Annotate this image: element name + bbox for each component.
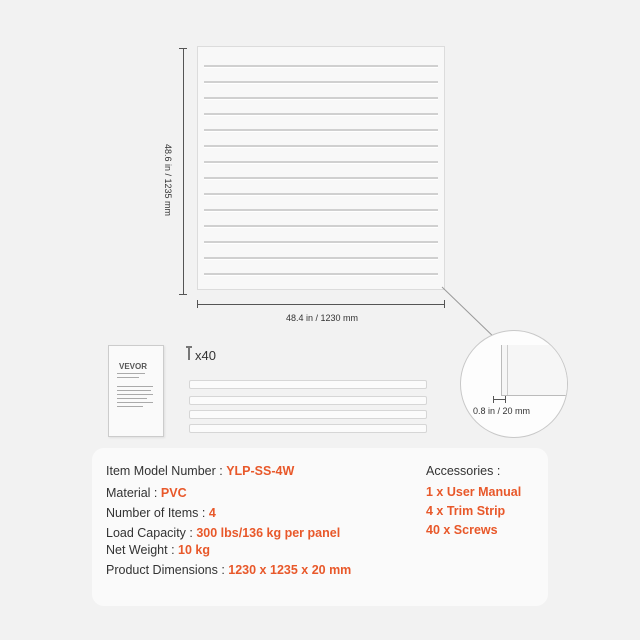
dimension-tick [179, 294, 187, 295]
panel-slot [204, 225, 438, 228]
spec-row-model: Item Model Number : YLP-SS-4W [106, 464, 295, 478]
spec-row-product-dimensions: Product Dimensions : 1230 x 1235 x 20 mm [106, 563, 352, 577]
user-manual-image [108, 345, 164, 437]
panel-edge-detail [501, 345, 568, 396]
slatwall-panel-image [197, 46, 445, 290]
width-dimension-label: 48.4 in / 1230 mm [286, 313, 359, 323]
height-dimension-line [183, 48, 184, 294]
panel-slot [204, 145, 438, 148]
manual-brand-logo: VEVOR [119, 362, 148, 371]
panel-slot [204, 209, 438, 212]
panel-slot [204, 193, 438, 196]
screw-head [186, 346, 192, 348]
panel-slot [204, 113, 438, 116]
spec-row-material: Material : PVC [106, 486, 187, 500]
trim-strip [189, 396, 427, 405]
panel-slot [204, 129, 438, 132]
accessory-item-manual: 1 x User Manual [426, 485, 522, 499]
panel-slot [204, 257, 438, 260]
depth-dimension-label: 0.8 in / 20 mm [473, 406, 531, 416]
spec-row-load-capacity: Load Capacity : 300 lbs/136 kg per panel [106, 526, 341, 540]
panel-slot [204, 65, 438, 68]
dimension-tick [179, 48, 187, 49]
panel-slot [204, 81, 438, 84]
thickness-detail-circle [460, 330, 568, 438]
accessories-title: Accessories : [426, 464, 501, 478]
trim-strip [189, 424, 427, 433]
panel-slot [204, 177, 438, 180]
height-dimension-label: 48.6 in / 1235 mm [163, 143, 174, 217]
spec-row-net-weight: Net Weight : 10 kg [106, 543, 210, 557]
specifications-card [92, 448, 548, 606]
screw-icon [188, 346, 190, 360]
accessory-item-trim-strip: 4 x Trim Strip [426, 504, 506, 518]
panel-slot [204, 273, 438, 276]
screw-count: x40 [195, 348, 216, 363]
panel-slot [204, 97, 438, 100]
spec-row-number-of-items: Number of Items : 4 [106, 506, 216, 520]
trim-strip [189, 380, 427, 389]
panel-slot [204, 241, 438, 244]
width-dimension-line [197, 304, 445, 305]
depth-dimension-line [493, 399, 505, 400]
trim-strip [189, 410, 427, 419]
panel-slot [204, 161, 438, 164]
accessory-item-screws: 40 x Screws [426, 523, 498, 537]
dimension-tick [197, 300, 198, 308]
